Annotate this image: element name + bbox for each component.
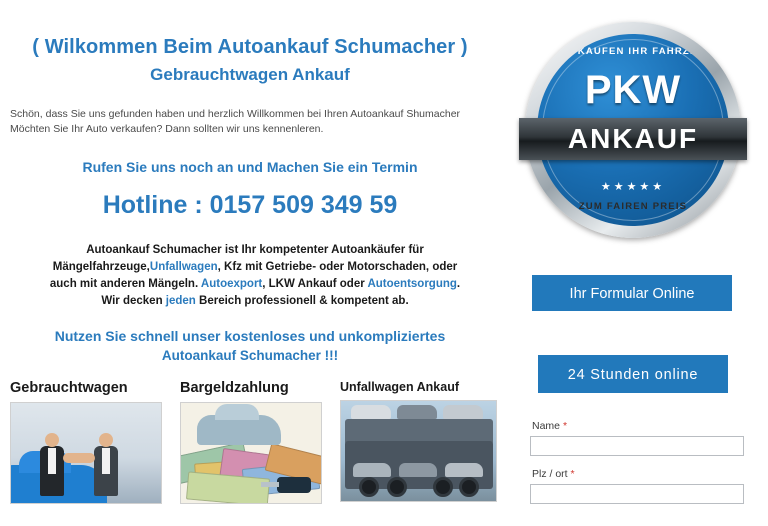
name-label	[532, 420, 746, 432]
plz-required-marker: *	[570, 468, 575, 480]
intro-line-1: Schön, dass Sie uns gefunden haben und herzlich Willkommen bei Ihren Autoankauf Shumacher	[10, 108, 461, 120]
desc-link-autoexport[interactable]: Autoexport	[200, 278, 263, 290]
contact-form	[530, 420, 746, 516]
plz-ort-input[interactable]	[530, 484, 744, 504]
intro-line-2: Möchten Sie Ihr Auto verkaufen? Dann sollten wir uns kennenleren.	[10, 123, 324, 135]
right-sidebar	[500, 0, 768, 526]
badge-stars: ★★★★★	[600, 181, 666, 193]
hotline-number[interactable]: Hotline : 0157 509 349 59	[102, 191, 398, 219]
desc-seg-7: . Wir decken	[101, 278, 461, 307]
plz-label-text: Plz / ort	[532, 468, 568, 480]
desc-link-unfallwagen[interactable]: Unfallwagen	[149, 261, 218, 273]
page-title: ( Wilkommen Beim Autoankauf Schumacher )	[32, 36, 468, 58]
plz-label	[532, 468, 746, 480]
desc-seg-9: Bereich professionell & kompetent ab.	[195, 295, 409, 307]
card-bargeldzahlung[interactable]	[180, 380, 320, 504]
desc-seg-5: , LKW Ankauf oder	[262, 278, 368, 290]
secondary-cta	[20, 328, 480, 363]
badge-top-text: WIR KAUFEN IHR FAHRZEUG	[551, 46, 715, 57]
name-input[interactable]	[530, 436, 744, 456]
handshake-dealership-image[interactable]	[10, 402, 162, 504]
cta-line-1: Nutzen Sie schnell unser kostenloses und unkompliziertes	[54, 328, 446, 344]
pkw-ankauf-badge	[525, 22, 741, 238]
card-title: Unfallwagen Ankauf	[340, 380, 459, 394]
card-gebrauchtwagen[interactable]	[10, 380, 160, 504]
name-required-marker: *	[562, 420, 568, 432]
card-title: Gebrauchtwagen	[10, 380, 128, 396]
formular-online-button[interactable]: Ihr Formular Online	[532, 275, 732, 311]
card-unfallwagen-ankauf[interactable]	[340, 380, 495, 502]
badge-banner	[519, 118, 747, 160]
name-label-text: Name	[532, 420, 561, 432]
desc-emphasis-jeden: jeden	[165, 295, 196, 307]
badge-bottom-text: ZUM FAIREN PREIS	[578, 201, 688, 212]
page-subtitle: Gebrauchtwagen Ankauf	[150, 65, 350, 84]
card-title: Bargeldzahlung	[180, 380, 289, 396]
image-card-row	[10, 380, 500, 526]
call-to-action-line: Rufen Sie uns noch an und Machen Sie ein Termin	[82, 159, 418, 175]
service-description	[40, 242, 470, 310]
desc-link-autoentsorgung[interactable]: Autoentsorgung	[367, 278, 457, 290]
intro-paragraph	[10, 107, 490, 137]
cta-line-2: Autoankauf Schumacher !!!	[161, 348, 339, 363]
cash-euro-banknotes-image[interactable]	[180, 402, 322, 504]
desc-seg-1: Autoankauf Schumacher ist Ihr kompetenter Autoankäufer für Mängelfahrzeuge,	[52, 244, 424, 273]
24-stunden-online-button[interactable]: 24 Stunden online	[538, 355, 728, 393]
badge-banner-text: ANKAUF	[567, 123, 699, 154]
car-transporter-truck-image[interactable]	[340, 400, 497, 502]
desc-seg-3: , Kfz mit Getriebe- oder Motorschaden, oder auch mit anderen Mängeln.	[49, 261, 458, 290]
badge-main-text: PKW	[584, 68, 682, 112]
